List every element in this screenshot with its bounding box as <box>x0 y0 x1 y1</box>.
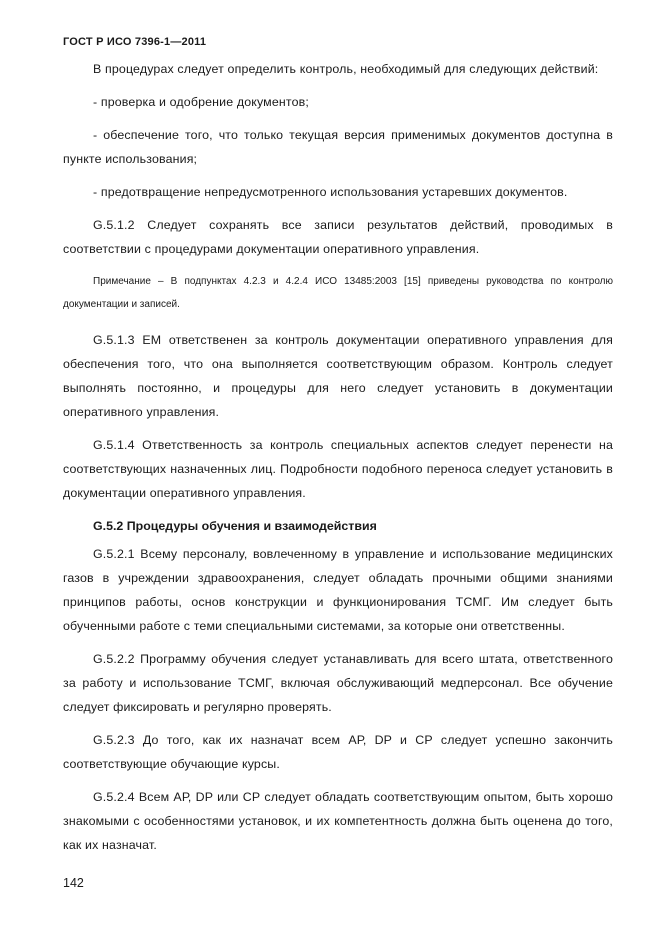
paragraph-g-5-2-1: G.5.2.1 Всему персоналу, вовлеченному в управление и использование медицинских газов в учреждении здравоохранения, следует обладать прочными общими знаниями принципов работы, основ конструкции и функционирования ТСМГ. Им следует быть обученными работе с теми специальными системами, за которые они ответственны. <box>63 547 613 633</box>
document-page <box>63 36 613 866</box>
paragraph: В процедурах следует определить контроль, необходимый для следующих действий: <box>93 62 599 76</box>
document-header: ГОСТ Р ИСО 7396-1—2011 <box>63 36 207 48</box>
section-heading: G.5.2 Процедуры обучения и взаимодействия <box>93 519 377 533</box>
page-number: 142 <box>63 876 84 890</box>
paragraph-g-5-2-2: G.5.2.2 Программу обучения следует устанавливать для всего штата, ответственного за работу и использование ТСМГ, включая обслуживающий медперсонал. Все обучение следует фиксировать и регулярно проверять. <box>63 652 613 714</box>
list-item: - проверка и одобрение документов; <box>93 95 309 109</box>
paragraph-g-5-1-2: G.5.1.2 Следует сохранять все записи результатов действий, проводимых в соответствии с процедурами документации оперативного управления. <box>63 218 613 256</box>
paragraph-g-5-1-3: G.5.1.3 ЕМ ответственен за контроль документации оперативного управления для обеспечения того, что она выполняется соответствующим образом. Контроль следует выполнять постоянно, и процедуры для него следует установить в документации оперативного управления. <box>63 333 613 419</box>
paragraph-g-5-2-3: G.5.2.3 До того, как их назначат всем АР, DP и СР следует успешно закончить соответствующие обучающие курсы. <box>63 733 613 771</box>
note: Примечание – В подпунктах 4.2.3 и 4.2.4 ИСО 13485:2003 [15] приведены руководства по контролю документации и записей. <box>63 276 613 310</box>
list-item: - обеспечение того, что только текущая версия применимых документов доступна в пункте использования; <box>63 128 613 166</box>
list-item: - предотвращение непредусмотренного использования устаревших документов. <box>93 185 568 199</box>
paragraph-g-5-2-4: G.5.2.4 Всем АР, DP или СР следует обладать соответствующим опытом, быть хорошо знакомыми с особенностями установок, и их компетентность должна быть оценена до того, как их назначат. <box>63 790 613 852</box>
paragraph-g-5-1-4: G.5.1.4 Ответственность за контроль специальных аспектов следует перенести на соответствующих назначенных лиц. Подробности подобного переноса следует установить в документации оперативного управления. <box>63 438 613 500</box>
